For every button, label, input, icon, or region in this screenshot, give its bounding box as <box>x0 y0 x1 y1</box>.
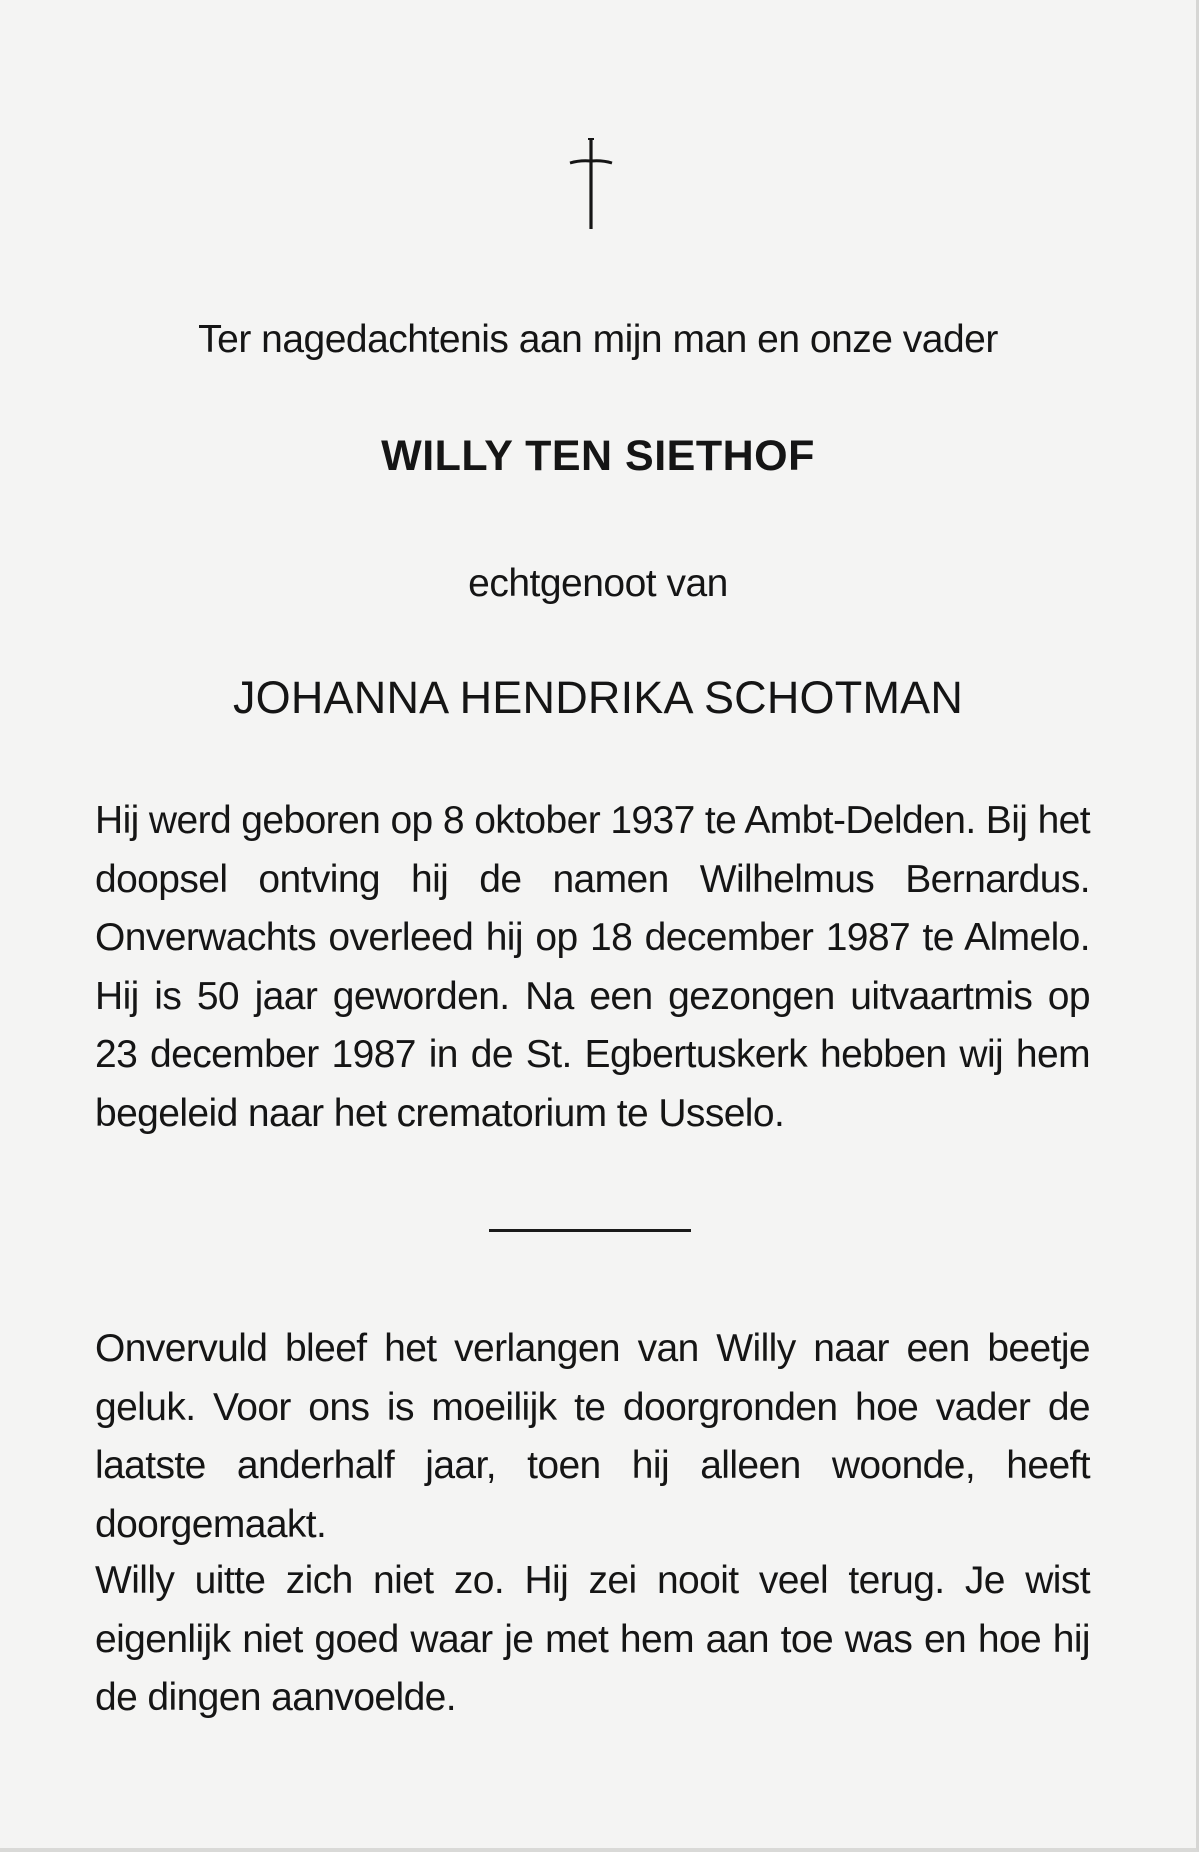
spouse-name: JOHANNA HENDRIKA SCHOTMAN <box>232 672 964 723</box>
spouse-label: echtgenoot van <box>468 562 728 605</box>
intro-line: Ter nagedachtenis aan mijn man en onze vader <box>198 318 998 361</box>
cross-icon <box>566 135 616 235</box>
reflection-paragraph: Onvervuld bleef het verlangen van Willy naar een beetje geluk. Voor ons is moeilijk te doorgronden hoe vader de laatste anderhalf jaar, toen hij alleen woonde, heeft doorgemaakt. <box>95 1327 1090 1546</box>
biography-paragraph: Hij werd geboren op 8 oktober 1937 te Ambt-Delden. Bij het doopsel ontving hij de namen Wilhelmus Bernardus. Onverwachts overleed hij op 18 december 1987 te Almelo. Hij is 50 jaar geworden. Na een gezongen uitvaartmis op 23 december 1987 in de St. Egbertuskerk hebben wij hem begeleid naar het crematorium te Usselo. <box>95 799 1090 1135</box>
deceased-name: WILLY TEN SIETHOF <box>381 432 815 480</box>
divider-line <box>489 1229 691 1232</box>
reflection-paragraph-2: Willy uitte zich niet zo. Hij zei nooit veel terug. Je wist eigenlijk niet goed waar je met hem aan toe was en hoe hij de dingen aanvoelde. <box>95 1559 1090 1719</box>
